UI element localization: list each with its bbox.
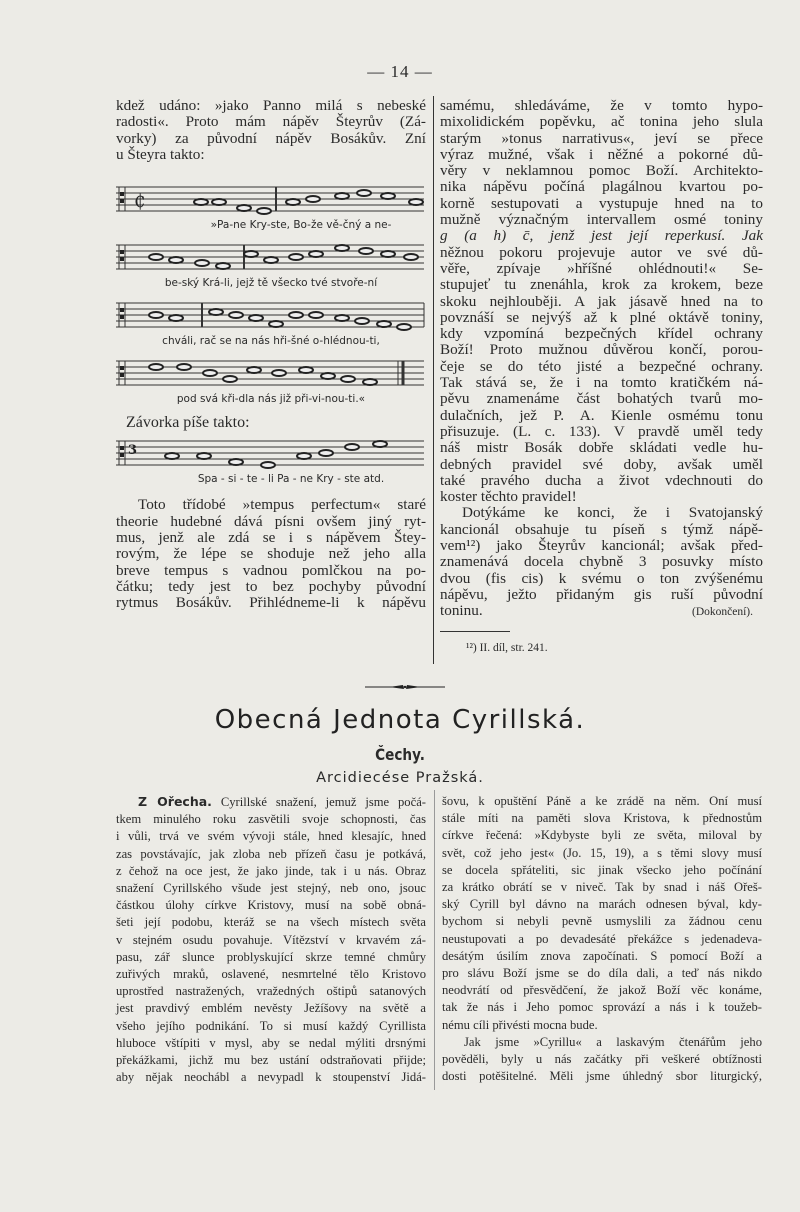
page-number: — 14 — — [367, 62, 433, 81]
text-line: rytmus Bosákův. Přihlédneme-li k nápěvu — [116, 594, 426, 612]
text-line: šeti její podobu, kteráž se na všech místech světa — [116, 915, 426, 930]
text-line: nápěvu, ježto přidaným gis ruší původní — [440, 585, 763, 603]
text-line: neustupovati a po devadesáté překážce s jedenadeva- — [442, 931, 762, 946]
article-left-column — [116, 793, 426, 1086]
text-line: stupujeť tu znenáhla, krok za krokem, beze — [440, 276, 763, 294]
text-line: nému cíli přivésti mocna bude. — [442, 1017, 598, 1032]
text-line: výraz mužné, však i něžné a pokorné dů- — [440, 145, 763, 163]
text-line: aby nějak neochábl a nevypadl k stoupenství Jidá- — [116, 1070, 426, 1085]
zavorka-label: Závorka píše takto: — [126, 414, 250, 432]
text-line: dvou (fis cis) k svému o ton zvýšenému — [440, 569, 763, 587]
lyric-line: be-ský Krá-li, jejž tě všecko tvé stvoře-ní — [164, 277, 378, 290]
text-line: pro slávu Boží jsme se do díla dali, a teď nás nikdo — [442, 966, 762, 981]
staff-svg — [116, 437, 426, 469]
text-line: neodvrátí od přesvědčení, že jakož Boží věc konáme, — [442, 983, 762, 998]
text-line: v stejném osudu povahuje. Vítězství v krvavém zá- — [116, 932, 426, 947]
text-line: také pravého ducha a život vdechnouti do — [440, 471, 763, 489]
svg-text:3: 3 — [128, 443, 138, 459]
tempus-paragraph — [116, 497, 426, 611]
lyric-line: Spa - si - te - li Pa - ne Kry - ste atd. — [197, 473, 385, 486]
text-line: starým »tonus narrativus«, jeví se přece — [440, 129, 763, 147]
text-line: kdež udáno: »jako Panno milá s nebeské — [116, 97, 426, 114]
text-line: kdy vzpomíná bezpečných křídel ochrany — [440, 325, 763, 343]
text-line: se docela spřáteliti, sic jinak všecko jeho počínání — [442, 862, 762, 877]
text-line: stále míti na paměti slova Kristova, k přednostům — [442, 811, 762, 826]
text-line: Toto třídobé »tempus perfectum« staré — [138, 496, 426, 514]
text-line: Jak jsme »Cyrillu« a laskavým čtenářům jeho — [464, 1034, 762, 1049]
text-line: čeje se do této jisté a bezpečné ochrany. — [440, 357, 763, 375]
text-line: čátku; tedy jest to bez pochyby původní — [116, 577, 426, 595]
text-line: částkou úlohy církve Kristovy, musí na sobě obná- — [116, 898, 426, 913]
text-line: ský Cyrill byl dávno na marách odnesen býval, kdy- — [442, 897, 762, 912]
text-line: církve řečená: »Kdybyste byli ze světa, miloval by — [442, 828, 762, 843]
text-line: hluboce vštípiti v mysl, aby se nedal mýliti drsnými — [116, 1035, 426, 1050]
text-line: mus, jenž ale zdá se i s nápěvem Štey- — [116, 529, 426, 547]
text-line: i vůli, trvá ve svém vývoji stále, hned klesajíc, hned — [116, 829, 426, 844]
text-line: kancionál obsahuje tu píseň s týmž nápě- — [440, 520, 763, 538]
text-line: vorky) za původní nápěv Bosákův. Zní — [116, 129, 426, 147]
text-line: všeho jejího podnikání. To si musí každý Cyrillista — [116, 1018, 426, 1033]
footnote-rule — [440, 631, 510, 632]
text-line: mixolidickém popěvku, ač tonina jeho slula — [440, 113, 763, 131]
text-line: rovým, že lépe se shoduje než jeho alla — [116, 545, 426, 563]
staff-svg — [116, 183, 426, 215]
text-line: skoku nejhlouběji. A jak jásavě hned na to — [440, 292, 763, 310]
text-line: bychom si nebyli pevně usmyslili za žádnou cenu — [442, 914, 762, 929]
music-staff-5 — [116, 437, 426, 469]
section-title: Obecná Jednota Cyrillská. — [214, 705, 586, 735]
text-line: tak že nás i Jeho pomoc sprovází a nás i k toužeb- — [442, 1000, 762, 1015]
text-line: samému, shledáváme, že v tomto hypo- — [440, 97, 763, 114]
text-line: korně sestupovati a vystupuje hned na to — [440, 194, 763, 212]
text-line: dosti potěšitelné. Měli jsme úhledný sbor liturgický, — [442, 1069, 762, 1084]
text-line: jest pravdivý emblém nevěsty Ježíšovy na světě a — [116, 1001, 426, 1016]
text-line: Dotýkáme ke konci, že i Svatojanský — [462, 504, 763, 522]
text-line: povznáší se nejvýš až k plné oktávě toniny, — [440, 308, 763, 326]
text-line: desátým úsilím znova započínati. S pomocí Boží a — [442, 948, 762, 963]
text-line: náš mistr Bosák dobře skládati vedle hu- — [440, 439, 763, 457]
text-line: snažení Cyrillského všude jest stejný, neb ono, jsouc — [116, 881, 426, 896]
section-subtitle: Čechy. — [375, 745, 425, 764]
text-line: dulačních, jež P. A. Kienle osmému tonu — [440, 406, 763, 424]
text-line: theorie hudebné dává písni ovšem jiný ryt- — [116, 512, 426, 530]
text-line: g (a h) c̄, jenž jest její reperkusí. Jak — [440, 227, 763, 245]
column-divider — [433, 96, 434, 664]
music-staff-4 — [116, 357, 426, 389]
svg-text:₵: ₵ — [134, 191, 146, 213]
text-line: pěvu znamenáme část bohatých tvarů mo- — [440, 390, 763, 408]
ornament-divider — [365, 683, 445, 691]
lyric-line: chváli, rač se na nás hři-šné o-hlédnou-ti, — [162, 335, 380, 348]
dokonceni-note: (Dokončení). — [692, 606, 753, 619]
text-line: přisuzuje. (L. c. 133). V pravdě uměl tedy — [440, 422, 763, 440]
article-lead: Z Ořecha. — [138, 794, 212, 809]
text-line: překážkami, jichž mu bez ustání odstraňovati přijde; — [116, 1053, 426, 1068]
footnote: ¹²) II. díl, str. 241. — [466, 641, 548, 654]
text-line: u Šteyra takto: — [116, 145, 205, 163]
text-line: věry v neklamnou pomoc Boží. Architekto- — [440, 162, 763, 180]
text-line: vem¹²) jako Šteyrův kancionál; avšak před- — [440, 537, 763, 555]
text-line: radosti«. Proto mám nápěv Šteyrův (Zá- — [116, 113, 426, 131]
text-line: debných pravidel své doby, avšak uměl — [440, 455, 763, 473]
text-line: šovu, k opuštění Páně a ke zrádě na něm. Oní musí — [442, 794, 762, 808]
text-line: něžnou pokoru projevuje autor ve své dů- — [440, 243, 763, 261]
text-line: Boží! Proto mužnou důvěrou končí, porou- — [440, 341, 763, 359]
text-span: Cyrillské snažení, jemuž jsme počá- — [220, 795, 426, 809]
text-line: nika nápěvu počíná plagálnou kvartou po- — [440, 178, 763, 196]
staff-svg — [116, 299, 426, 331]
text-line: svět, což jeho jest« (Jo. 15, 19), a s těmi slovy musí — [442, 845, 762, 860]
text-line: pověděli, byly u nás začátky při veškeré obtížnosti — [442, 1052, 762, 1067]
music-staff-1 — [116, 183, 426, 215]
svatojansky-paragraph — [440, 505, 763, 620]
text-line: zas povstávajíc, jak zloba neb přízeň času je potkává, — [116, 846, 426, 861]
text-line: tkem minulého roku zasvětili svoje schopnosti, čas — [116, 812, 426, 827]
music-staff-2 — [116, 241, 426, 273]
lyric-line: pod svá kři-dla nás již při-vi-nou-ti.« — [176, 393, 366, 406]
text-line — [116, 793, 426, 811]
text-line: koster těchto pravidel! — [440, 488, 577, 506]
article-right-column — [442, 793, 762, 1085]
right-column — [440, 98, 763, 656]
left-column — [116, 98, 426, 612]
text-line: uprostřed nastražených, vražedných oštipů satanových — [116, 984, 426, 999]
staff-svg — [116, 357, 426, 389]
analysis-paragraph — [440, 98, 763, 505]
text-line: znamenává docela chybně 3 posuvky místo — [440, 553, 763, 571]
text-line: toninu. — [440, 602, 483, 620]
section-subsubtitle: Arcidiecése Pražská. — [316, 770, 484, 786]
lyric-line: »Pa-ne Kry-ste, Bo-že vě-čný a ne- — [210, 219, 392, 232]
text-line: zuřivých mraků, oslavené, nesmrtelné tělo Kristovo — [116, 967, 426, 982]
intro-text — [116, 98, 426, 163]
text-line: z čehož na oce jest, že jako jinde, tak i u nás. Obraz — [116, 863, 426, 878]
text-line: Tak stává se, že i na tomto kratičkém ná- — [440, 374, 763, 392]
article-column-divider — [434, 790, 435, 1090]
text-line: za krátko obrátí se v niveč. Tak by snad i náš Ořeš- — [442, 880, 762, 895]
text-line: breve tempus s vadnou pomlčkou na po- — [116, 561, 426, 579]
text-line: věře, zpívaje »hříšné ohlédnouti!« Se- — [440, 259, 763, 277]
text-line: pasu, zář slunce problyskující skrze temné chmůry — [116, 949, 426, 964]
text-line: mužně význačným intervallem osmé toniny — [440, 211, 763, 229]
music-staff-3 — [116, 299, 426, 331]
staff-svg — [116, 241, 426, 273]
